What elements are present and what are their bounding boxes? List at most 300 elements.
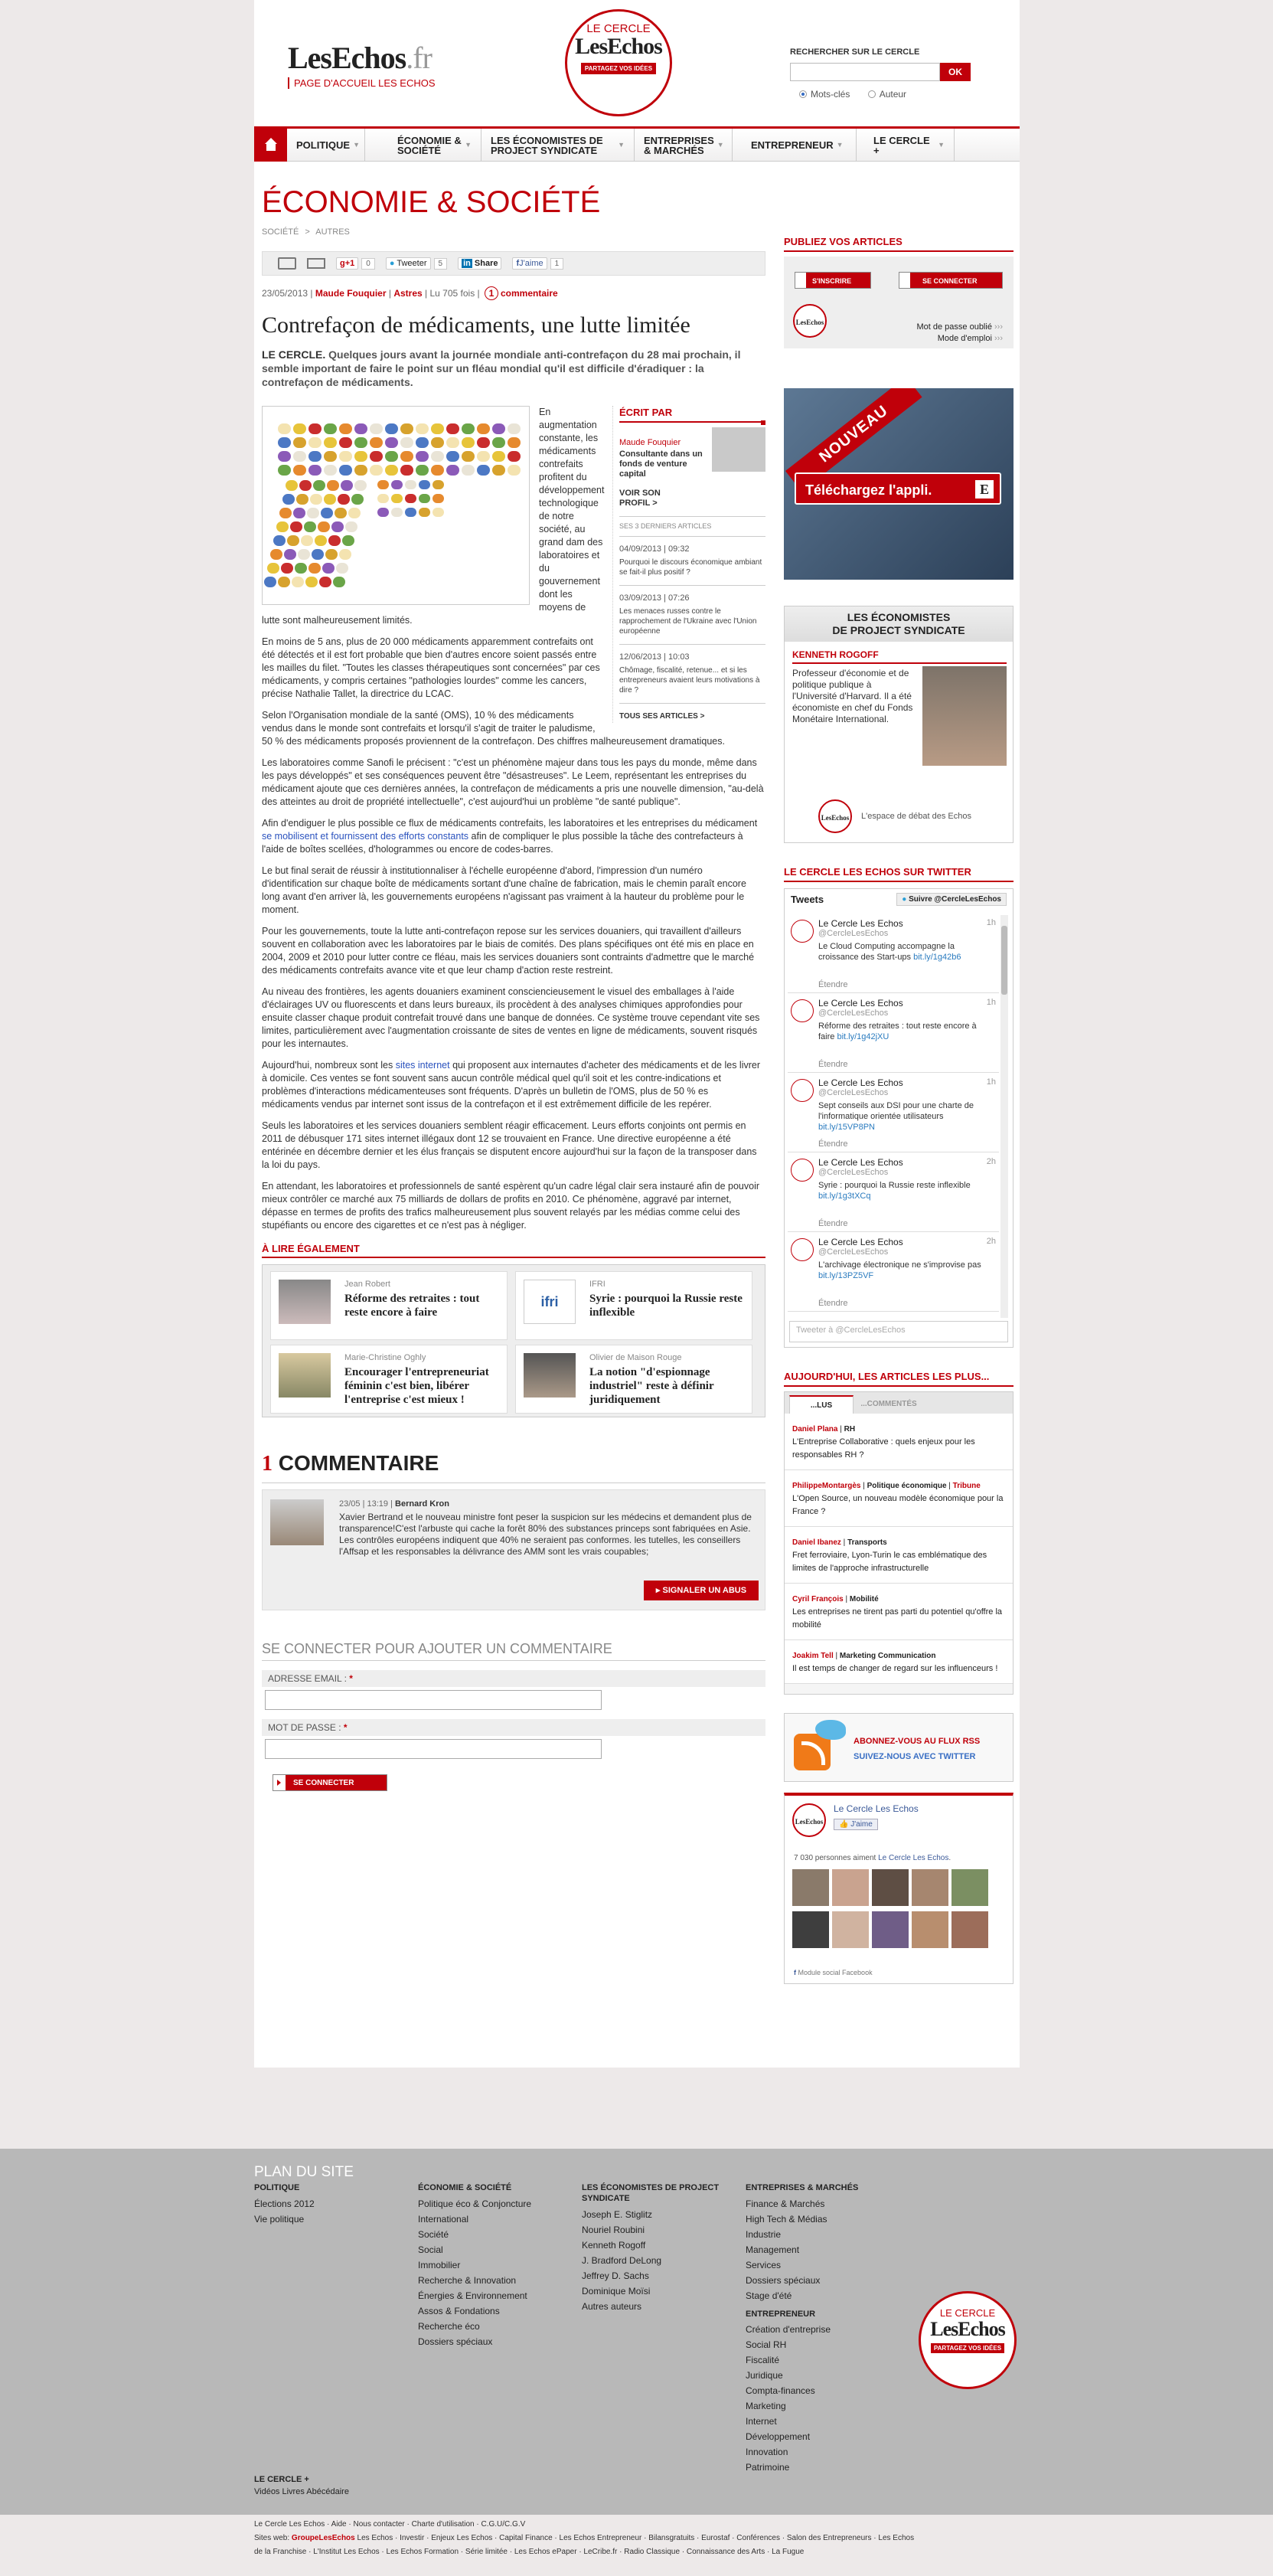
- footer-col-heading[interactable]: ENTREPRISES & MARCHÉS: [746, 2183, 859, 2192]
- app-download-banner[interactable]: [784, 388, 1014, 580]
- pill-shape: [322, 563, 335, 574]
- tweet-link[interactable]: bit.ly/1g42jXU: [837, 1032, 889, 1041]
- pill-shape: [370, 465, 383, 476]
- tweet-handle: @CercleLesEchos: [818, 1008, 889, 1018]
- tweet-handle: @CercleLesEchos: [818, 929, 889, 938]
- lesechos-e-logo: E: [975, 480, 994, 499]
- comment-count-badge[interactable]: 1: [485, 286, 498, 300]
- footer-link[interactable]: Autres auteurs: [582, 2301, 642, 2312]
- tweet-button[interactable]: [386, 257, 447, 270]
- article-date: 23/05/2013: [262, 288, 308, 299]
- pill-shape: [492, 451, 505, 462]
- legal-line[interactable]: [254, 2532, 1020, 2545]
- footer-link[interactable]: Juridique: [746, 2370, 783, 2381]
- search-button[interactable]: OK: [940, 63, 971, 81]
- tweet-expand[interactable]: Étendre: [818, 980, 848, 989]
- footer-link[interactable]: Innovation: [746, 2447, 788, 2457]
- article-rubric-link[interactable]: Astres: [393, 288, 423, 299]
- related-card[interactable]: [515, 1345, 752, 1414]
- tweet-expand[interactable]: Étendre: [818, 1060, 848, 1069]
- author-avatar: [712, 427, 765, 472]
- cercle-logo[interactable]: [565, 9, 672, 116]
- breadcrumb: [262, 227, 350, 237]
- tweet-avatar: [791, 1159, 814, 1182]
- connect-button[interactable]: SE CONNECTER: [899, 272, 1003, 289]
- related-title[interactable]: Réforme des retraites : tout reste encore à faire: [344, 1293, 480, 1319]
- pill-shape: [278, 437, 291, 448]
- popular-rubric: RH: [844, 1425, 856, 1433]
- forgot-password-link[interactable]: [916, 322, 1003, 333]
- footer-link[interactable]: Immobilier: [418, 2260, 461, 2270]
- popular-tag: Tribune: [952, 1482, 981, 1490]
- comment-author[interactable]: Bernard Kron: [395, 1499, 449, 1509]
- article-inline-link[interactable]: sites internet: [395, 1060, 450, 1071]
- cercle-top-text: LE CERCLE: [586, 22, 651, 35]
- legal-sites-label: Sites web:: [254, 2534, 290, 2542]
- pill-shape: [308, 423, 322, 434]
- related-card[interactable]: [270, 1345, 508, 1414]
- footer-link[interactable]: Énergies & Environnement: [418, 2290, 527, 2301]
- footer-link[interactable]: Services: [746, 2260, 782, 2270]
- fb-fan-avatar[interactable]: [951, 1869, 988, 1906]
- tweet-name[interactable]: Le Cercle Les Echos: [818, 1077, 903, 1088]
- popular-title[interactable]: Les entreprises ne tirent pas parti du potentiel qu'offre la mobilité: [792, 1607, 1003, 1630]
- pill-shape: [405, 494, 416, 503]
- footer-col-heading[interactable]: POLITIQUE: [254, 2183, 300, 2192]
- tweet-link[interactable]: bit.ly/13PZ5VF: [818, 1271, 874, 1280]
- popular-author[interactable]: Daniel Ibanez: [792, 1538, 841, 1547]
- article-paragraph: En attendant, les laboratoires et professionnels de santé espèrent qu'un cadre légal clair sera instauré afin de pouvoir mieux contrôler ce marché aux 75 milliards de dollars de profits en 2010. Ce phénomène, aggravé par internet, dépasse en termes de profits des trafics malheureusement plus souvent relayés par les médias comme celui des stupéfiants ou encore des cigarettes et ce n'est pas à négliger.: [262, 1181, 760, 1231]
- rss-link[interactable]: ABONNEZ-VOUS AU FLUX RSS: [854, 1737, 981, 1746]
- article-reads: Lu 705 fois: [429, 288, 475, 299]
- tweet-time: 2h: [986, 1157, 996, 1166]
- footer-link[interactable]: Nouriel Roubini: [582, 2225, 645, 2235]
- fb-like-button[interactable]: [512, 257, 563, 270]
- password-label: [262, 1719, 765, 1736]
- fb-fan-avatar[interactable]: [912, 1869, 948, 1906]
- pill-shape: [293, 451, 306, 462]
- economist-photo: [922, 666, 1007, 766]
- economist-name[interactable]: KENNETH ROGOFF: [792, 649, 1007, 664]
- popular-title[interactable]: L'Open Source, un nouveau modèle économique pour la France ?: [792, 1494, 1004, 1516]
- footer-link[interactable]: High Tech & Médias: [746, 2214, 827, 2225]
- footer-link[interactable]: Patrimoine: [746, 2462, 790, 2473]
- footer-link[interactable]: Dominique Moïsi: [582, 2286, 651, 2296]
- footer-cercle-logo[interactable]: [919, 2291, 1017, 2389]
- nav-item-economistes[interactable]: [481, 129, 635, 162]
- lesechos-logo[interactable]: [288, 40, 436, 89]
- tweet-expand[interactable]: Étendre: [818, 1219, 848, 1228]
- pill-shape: [341, 480, 353, 491]
- app-download-label: Téléchargez l'appli.: [805, 482, 932, 498]
- article-inline-link[interactable]: se mobilisent et fournissent des efforts constants: [262, 831, 469, 842]
- footer-col-heading[interactable]: LES ÉCONOMISTES DE PROJECT SYNDICATE: [582, 2183, 720, 2203]
- email-label: [262, 1670, 765, 1687]
- pill-shape: [278, 577, 290, 587]
- author-role: Consultante dans un fonds de venture capital: [619, 449, 703, 479]
- pill-shape: [508, 451, 521, 462]
- commenter-avatar: [270, 1499, 324, 1545]
- twitter-bird-icon: ●: [389, 259, 395, 268]
- pill-shape: [377, 480, 389, 489]
- pill-shape: [405, 508, 416, 517]
- related-title[interactable]: Syrie : pourquoi la Russie reste inflexible: [589, 1293, 743, 1319]
- breadcrumb-item[interactable]: AUTRES: [315, 227, 350, 237]
- economists-box: [784, 606, 1014, 843]
- popular-item[interactable]: Joakim Tell | Marketing Communication Il est temps de changer de regard sur les influenceurs !: [785, 1640, 1013, 1684]
- legal-line[interactable]: de la Franchise · L'Institut Les Echos · Les Echos Formation · Série limitée · Les Echos ePaper · LeCribe.fr · Radio Classique · Connaissance des Arts · La Fugue: [254, 2548, 805, 2556]
- pill-shape: [315, 535, 327, 546]
- popular-item[interactable]: Daniel Plana | RH L'Entreprise Collaborative : quels enjeux pour les responsables RH ?: [785, 1414, 1013, 1470]
- footer-col-heading[interactable]: ÉCONOMIE & SOCIÉTÉ: [418, 2183, 512, 2192]
- footer-col-heading[interactable]: ENTREPRENEUR: [746, 2310, 816, 2319]
- fb-fan-avatar[interactable]: [951, 1911, 988, 1948]
- nav-item-politique[interactable]: [287, 129, 365, 162]
- tweet-avatar: [791, 1238, 814, 1261]
- search-box: [790, 47, 989, 100]
- footer-link[interactable]: Création d'entreprise: [746, 2324, 831, 2335]
- tweet-text: Syrie : pourquoi la Russie reste inflexible: [818, 1181, 971, 1190]
- pill-shape: [462, 451, 475, 462]
- section-title: ÉCONOMIE & SOCIÉTÉ: [262, 185, 601, 219]
- popular-title[interactable]: L'Entreprise Collaborative : quels enjeux pour les responsables RH ?: [792, 1437, 975, 1460]
- footer-link[interactable]: Politique éco & Conjoncture: [418, 2198, 532, 2209]
- groupe-lesechos-logo: GroupeLesEchos: [291, 2534, 355, 2542]
- nav-label: ENTREPRENEUR: [751, 139, 834, 151]
- pill-shape: [492, 437, 505, 448]
- popular-title[interactable]: Il est temps de changer de regard sur les influenceurs !: [792, 1664, 998, 1673]
- nav-item-cercle-plus[interactable]: [864, 129, 955, 162]
- app-new-badge: NOUVEAU: [785, 388, 922, 492]
- pill-shape: [385, 423, 398, 434]
- footer-col-economie: [418, 2182, 571, 2349]
- article-paragraph: [262, 817, 765, 856]
- pill-shape: [338, 494, 350, 505]
- facebook-icon: f: [794, 1969, 796, 1976]
- tweet-name[interactable]: Le Cercle Les Echos: [818, 1157, 903, 1168]
- fb-fan-avatar[interactable]: [792, 1911, 829, 1948]
- author-article-item[interactable]: [619, 645, 765, 704]
- password-field[interactable]: [265, 1739, 602, 1759]
- howto-link[interactable]: [916, 333, 1003, 345]
- twitter-bird-icon: [815, 1720, 846, 1740]
- cercle-mini-logo: LesEchos: [818, 799, 852, 833]
- publish-box: [784, 257, 1014, 348]
- footer-link[interactable]: Industrie: [746, 2229, 782, 2240]
- author-box-heading: ÉCRIT PAR: [619, 406, 765, 423]
- required-mark: *: [349, 1673, 353, 1684]
- footer-link[interactable]: Recherche & Innovation: [418, 2275, 517, 2286]
- pill-shape: [325, 549, 338, 560]
- fb-like-button[interactable]: [834, 1819, 878, 1830]
- footer-link[interactable]: Assos & Fondations: [418, 2306, 500, 2316]
- tweet-label: Tweeter: [397, 259, 427, 268]
- popular-item[interactable]: Cyril François | Mobilité Les entreprises ne tirent pas parti du potentiel qu'offre la mobilité: [785, 1584, 1013, 1640]
- pill-shape: [339, 423, 352, 434]
- tweet-timeline[interactable]: [788, 914, 999, 1319]
- article-paragraph: Selon l'Organisation mondiale de la santé (OMS), 10 % des médicaments vendus dans le monde sont contrefaits et lorsqu'il s'agit de traiter le paludisme, 50 % des médicaments proposés proviennent de la contrefaçon. Des chiffres malheureusement dramatiques.: [262, 710, 725, 747]
- pill-shape: [290, 521, 302, 532]
- pill-shape: [319, 577, 331, 587]
- lead-text: Quelques jours avant la journée mondiale anti-contrefaçon du 28 mai prochain, il semble important de faire le point sur un fléau mondial qu'il est difficile d'éradiquer : la contrefaçon de médicaments.: [262, 348, 741, 388]
- popular-item[interactable]: PhilippeMontargès | Politique économique | Tribune L'Open Source, un nouveau modèle économique pour la France ?: [785, 1470, 1013, 1527]
- pill-shape: [370, 437, 383, 448]
- footer-link[interactable]: Internet: [746, 2416, 777, 2427]
- app-download-button[interactable]: [795, 472, 1001, 505]
- popular-item[interactable]: Daniel Ibanez | Transports Fret ferroviaire, Lyon-Turin le cas emblématique des limites de l'approche infrastructurelle: [785, 1527, 1013, 1584]
- tweet-name[interactable]: Le Cercle Les Echos: [818, 1237, 903, 1247]
- footer-link[interactable]: Jeffrey D. Sachs: [582, 2270, 649, 2281]
- nav-item-entrepreneur[interactable]: [742, 129, 857, 162]
- gplus-icon: g: [340, 259, 345, 268]
- cercle-name: LesEchos: [930, 2318, 1005, 2340]
- economist-description: Professeur d'économie et de politique publique à l'Université d'Harvard. Il a été économiste en chef du Fonds Monétaire International.: [792, 668, 913, 724]
- pill-shape: [296, 494, 308, 505]
- pill-shape: [313, 480, 325, 491]
- popular-author[interactable]: Joakim Tell: [792, 1652, 834, 1660]
- tweet-link[interactable]: bit.ly/1g42b6: [913, 953, 961, 962]
- footer-link[interactable]: International: [418, 2214, 469, 2225]
- pill-shape: [339, 465, 352, 476]
- footer-link[interactable]: Fiscalité: [746, 2355, 780, 2365]
- footer-link[interactable]: Social RH: [746, 2339, 787, 2350]
- logo-text: LesEchos: [288, 41, 406, 75]
- follow-twitter-link[interactable]: SUIVEZ-NOUS AVEC TWITTER: [854, 1752, 976, 1761]
- radio-author[interactable]: [868, 89, 906, 100]
- article-author-link[interactable]: Maude Fouquier: [315, 288, 387, 299]
- footer-link[interactable]: Compta-finances: [746, 2385, 815, 2396]
- footer-link[interactable]: Élections 2012: [254, 2198, 315, 2209]
- breadcrumb-separator: >: [305, 227, 310, 237]
- pill-shape: [419, 508, 430, 517]
- pill-shape: [419, 480, 430, 489]
- tweet-item: [788, 1073, 999, 1152]
- linkedin-icon: in: [463, 259, 471, 268]
- pill-shape: [293, 423, 306, 434]
- pill-shape: [335, 508, 347, 518]
- pill-shape: [293, 465, 306, 476]
- related-title[interactable]: La notion "d'espionnage industriel" reste à définir juridiquement: [589, 1366, 714, 1406]
- register-button[interactable]: S'INSCRIRE: [795, 272, 871, 289]
- chevron-down-icon: ▼: [938, 141, 945, 149]
- pill-shape: [508, 423, 521, 434]
- tab-most-read[interactable]: ...LUS: [789, 1395, 854, 1414]
- related-author: Marie-Christine Oghly: [344, 1353, 426, 1362]
- facebook-icon: f: [516, 259, 520, 268]
- related-author: Jean Robert: [344, 1280, 390, 1289]
- tweet-expand[interactable]: Étendre: [818, 1299, 848, 1308]
- tweet-avatar: [791, 1079, 814, 1102]
- author-name-link[interactable]: Maude Fouquier: [619, 438, 681, 447]
- pill-shape: [278, 423, 291, 434]
- footer-col-politique: [254, 2182, 407, 2227]
- popular-author[interactable]: Cyril François: [792, 1595, 844, 1603]
- pill-shape: [324, 465, 337, 476]
- radio-keywords-label: Mots-clés: [811, 89, 850, 100]
- cercle-plus-heading[interactable]: LE CERCLE +: [254, 2475, 309, 2484]
- tweet-name[interactable]: Le Cercle Les Echos: [818, 918, 903, 929]
- cercle-top-text: LE CERCLE: [939, 2307, 996, 2319]
- footer-link[interactable]: Finance & Marchés: [746, 2198, 825, 2209]
- popular-author[interactable]: Daniel Plana: [792, 1425, 838, 1433]
- pill-shape: [267, 563, 279, 574]
- login-submit-button[interactable]: SE CONNECTER: [273, 1774, 387, 1791]
- author-article-item[interactable]: [619, 537, 765, 586]
- report-abuse-button[interactable]: [644, 1581, 759, 1600]
- tweet-link[interactable]: bit.ly/15VP8PN: [818, 1123, 875, 1132]
- linkedin-share-button[interactable]: [458, 257, 501, 270]
- search-input[interactable]: [790, 63, 940, 81]
- breadcrumb-item[interactable]: SOCIÉTÉ: [262, 227, 299, 237]
- twitter-follow-button[interactable]: [896, 893, 1007, 906]
- follow-box: [784, 1713, 1014, 1782]
- twitter-bird-icon: ●: [902, 895, 907, 904]
- footer-link[interactable]: Dossiers spéciaux: [746, 2275, 821, 2286]
- popular-title[interactable]: Fret ferroviaire, Lyon-Turin le cas emblématique des limites de l'approche infrastructurelle: [792, 1551, 987, 1573]
- pill-shape: [273, 535, 286, 546]
- fb-fan-avatar[interactable]: [832, 1869, 869, 1906]
- tweet-item: [788, 1232, 999, 1312]
- pill-shape: [446, 465, 459, 476]
- fb-fan-avatar[interactable]: [792, 1869, 829, 1906]
- comment-item: [262, 1489, 765, 1610]
- print-icon[interactable]: [278, 257, 296, 270]
- pill-shape: [324, 494, 336, 505]
- footer-link[interactable]: Dossiers spéciaux: [418, 2336, 493, 2347]
- related-card[interactable]: [270, 1271, 508, 1340]
- share-label: Share: [474, 259, 498, 268]
- report-abuse-label: SIGNALER UN ABUS: [662, 1586, 747, 1595]
- pill-shape: [324, 437, 337, 448]
- pill-shape: [419, 494, 430, 503]
- popular-rubric: Mobilité: [849, 1595, 879, 1603]
- footer: [0, 2149, 1273, 2515]
- footer-link[interactable]: Social: [418, 2244, 443, 2255]
- tweet-link[interactable]: bit.ly/1g3tXCq: [818, 1192, 871, 1201]
- email-field[interactable]: [265, 1690, 602, 1710]
- pill-shape: [354, 423, 367, 434]
- tweet-item: [788, 1152, 999, 1232]
- email-icon[interactable]: [307, 258, 325, 269]
- tweet-name[interactable]: Le Cercle Les Echos: [818, 998, 903, 1008]
- tweet-scrollbar[interactable]: [1000, 915, 1008, 1318]
- fb-count: 1: [550, 258, 564, 270]
- article-column: [262, 251, 765, 1791]
- footer-link-list: [746, 2196, 899, 2303]
- lead-label: LE CERCLE.: [262, 348, 326, 361]
- fb-fan-avatar[interactable]: [872, 1911, 909, 1948]
- footer-link[interactable]: Management: [746, 2244, 800, 2255]
- radio-author-label: Auteur: [879, 89, 907, 100]
- tweet-count: 5: [434, 258, 448, 270]
- author-article-date: 04/09/2013 | 09:32: [619, 544, 690, 554]
- pill-shape: [477, 437, 490, 448]
- pill-shape: [284, 549, 296, 560]
- footer-link[interactable]: Joseph E. Stiglitz: [582, 2209, 653, 2220]
- fb-count-link[interactable]: Le Cercle Les Echos: [878, 1854, 949, 1862]
- alire-heading: À LIRE ÉGALEMENT: [262, 1243, 765, 1258]
- footer-link-list: [418, 2196, 571, 2349]
- pill-shape: [293, 508, 305, 518]
- related-title[interactable]: Encourager l'entrepreneuriat féminin c'est bien, libérer l'entreprise c'est mieux !: [344, 1366, 489, 1406]
- pill-shape: [304, 521, 316, 532]
- nav-item-economie[interactable]: [388, 129, 481, 162]
- popular-rubric: Marketing Communication: [839, 1652, 936, 1660]
- twitter-widget: [784, 888, 1014, 1348]
- footer-link[interactable]: Développement: [746, 2431, 811, 2442]
- share-toolbar: [262, 251, 765, 276]
- pill-shape: [286, 480, 298, 491]
- comments-heading: [262, 1451, 765, 1483]
- cercle-name: LesEchos: [575, 34, 662, 59]
- pill-shape: [432, 494, 444, 503]
- footer-plan-title: PLAN DU SITE: [254, 2164, 354, 2180]
- nav-item-entreprises[interactable]: [635, 129, 733, 162]
- chevron-down-icon: ▼: [353, 141, 360, 149]
- pill-shape: [416, 451, 429, 462]
- footer-link[interactable]: Kenneth Rogoff: [582, 2240, 646, 2251]
- popular-author[interactable]: PhilippeMontargès: [792, 1482, 861, 1490]
- author-article-title: Chômage, fiscalité, retenue... et si les entrepreneurs avaient leurs motivations à dire ?: [619, 666, 760, 695]
- tweet-item: [788, 914, 999, 993]
- tweet-time: 1h: [986, 918, 996, 927]
- legal-sites: Les Echos · Investir · Enjeux Les Echos · Capital Finance · Les Echos Entrepreneur · Bilansgratuits · Eurostaf · Conférences · Salon des Entrepreneurs · Les Echos: [357, 2534, 915, 2542]
- author-article-item[interactable]: [619, 586, 765, 645]
- cercle-plus-links[interactable]: Vidéos Livres Abécédaire: [254, 2487, 349, 2496]
- home-link[interactable]: PAGE D'ACCUEIL LES ECHOS: [288, 77, 436, 89]
- footer-link[interactable]: Vie politique: [254, 2214, 305, 2225]
- fb-fan-avatar[interactable]: [912, 1911, 948, 1948]
- article-paragraph: Le but final serait de réussir à institutionnaliser à l'échelle européenne d'abord, l'impression d'un numéro d'identification sur chaque boîte de médicaments sortant d'une chaîne de fabrication, mais le chemin paraît encore long avant d'en arriver là, les gouvernements européens n'agissant pas vraiment à la hauteur du problème pour le moment.: [262, 865, 746, 915]
- page-container: [254, 0, 1020, 2068]
- footer-col-entreprises: [746, 2182, 899, 2475]
- author-all-articles-link[interactable]: TOUS SES ARTICLES >: [619, 712, 705, 721]
- pill-shape: [432, 480, 444, 489]
- fb-count-text: 7 030 personnes aiment: [794, 1854, 876, 1862]
- author-article-title: Pourquoi le discours économique ambiant se fait-il plus positif ?: [619, 558, 762, 577]
- tweet-handle: @CercleLesEchos: [818, 1247, 889, 1257]
- pill-shape: [492, 423, 505, 434]
- comments-heading-label: COMMENTAIRE: [278, 1451, 439, 1475]
- home-icon[interactable]: [254, 129, 287, 162]
- site-header: [254, 0, 1020, 126]
- related-card[interactable]: [515, 1271, 752, 1340]
- footer-link[interactable]: Société: [418, 2229, 449, 2240]
- fb-page-name[interactable]: Le Cercle Les Echos: [834, 1803, 919, 1814]
- footer-link[interactable]: J. Bradford DeLong: [582, 2255, 662, 2266]
- tab-most-commented[interactable]: ...COMMENTÉS: [860, 1400, 917, 1408]
- radio-dot-icon: [868, 90, 876, 98]
- footer-link[interactable]: Recherche éco: [418, 2321, 480, 2332]
- footer-link[interactable]: Stage d'été: [746, 2290, 792, 2301]
- pill-shape: [339, 451, 352, 462]
- fb-fan-avatar[interactable]: [872, 1869, 909, 1906]
- comment-link[interactable]: commentaire: [501, 288, 558, 299]
- footer-link[interactable]: Marketing: [746, 2401, 786, 2411]
- legal-line[interactable]: Le Cercle Les Echos · Aide · Nous contacter · Charte d'utilisation · C.G.U/C.G.V: [254, 2520, 526, 2529]
- login-heading: SE CONNECTER POUR AJOUTER UN COMMENTAIRE: [262, 1641, 765, 1661]
- fb-fan-avatar[interactable]: [832, 1911, 869, 1948]
- comments-count: 1: [262, 1452, 273, 1476]
- gplus-button[interactable]: [336, 257, 375, 270]
- tweet-compose-input[interactable]: Tweeter à @CercleLesEchos: [789, 1321, 1008, 1342]
- tweet-item: [788, 993, 999, 1073]
- radio-keywords[interactable]: [799, 89, 850, 100]
- tweet-expand[interactable]: Étendre: [818, 1139, 848, 1149]
- chevron-down-icon: ▼: [836, 141, 844, 149]
- author-profile-link[interactable]: VOIR SON PROFIL >: [619, 489, 661, 508]
- rss-icon[interactable]: [794, 1734, 831, 1770]
